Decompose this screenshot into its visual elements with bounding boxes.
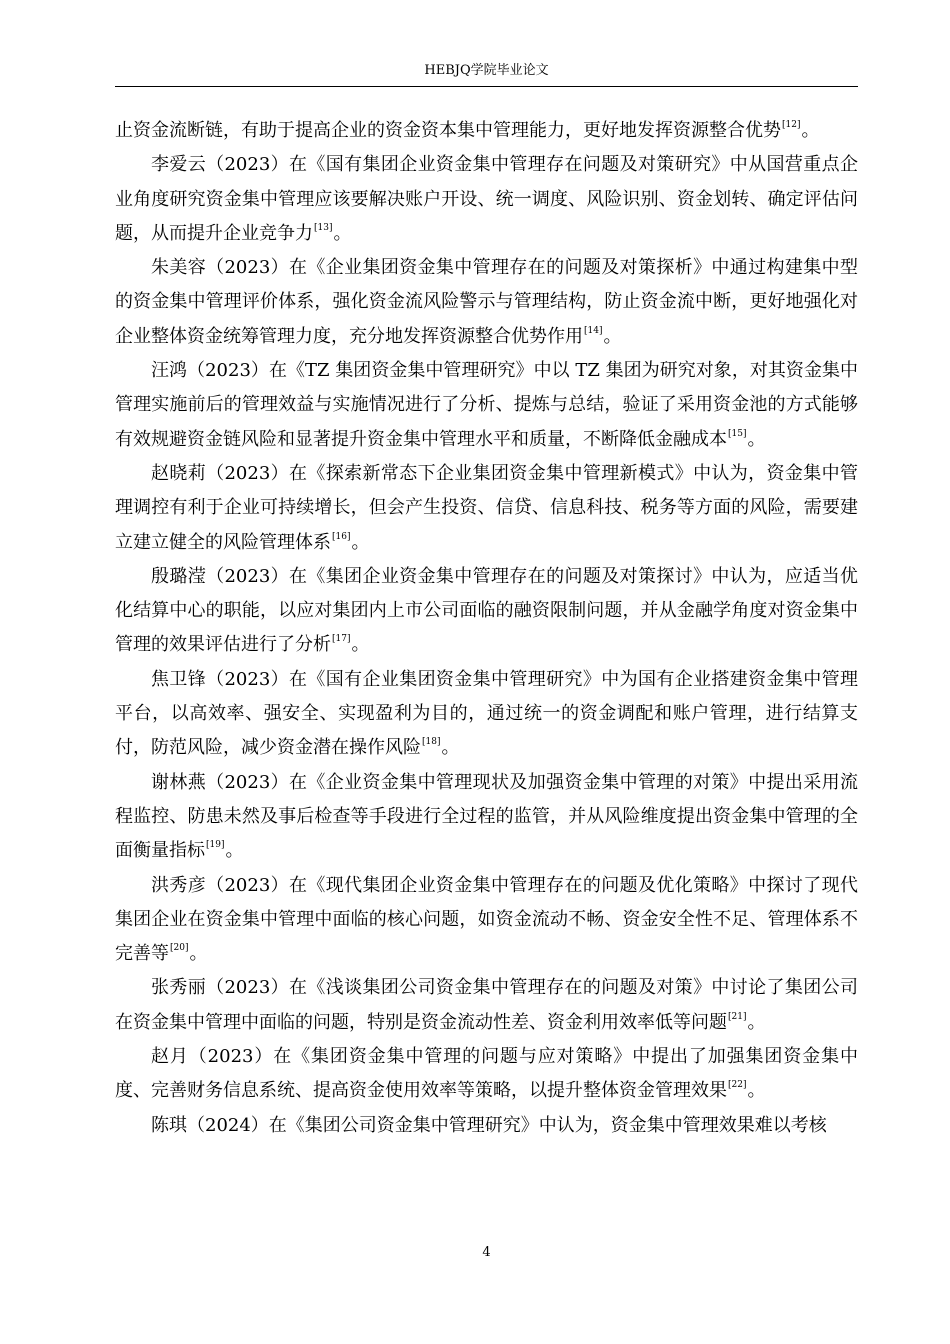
citation: [15] <box>728 428 747 439</box>
body-text <box>115 114 858 1143</box>
citation: [12] <box>782 120 801 130</box>
paragraph: 汪鸿（2023）在《TZ 集团资金集中管理研究》中以 TZ 集团为研究对象，对其资金集中管理实施前后的管理效益与实施情况进行了分析、提炼与总结，验证了采用资金池的方式能够有效规避资金链风险和显著提升资金集中管理水平和质量，不断降低金融成本[15]。 <box>115 360 858 450</box>
citation: [20] <box>170 943 189 954</box>
paragraph: 朱美容（2023）在《企业集团资金集中管理存在的问题及对策探析》中通过构建集中型的资金集中管理评价体系，强化资金流风险警示与管理结构，防止资金流中断，更好地强化对企业整体资金统筹管理力度，充分地发挥资源整合优势作用[14]。 <box>115 257 858 347</box>
paragraph: 张秀丽（2023）在《浅谈集团公司资金集中管理存在的问题及对策》中讨论了集团公司在资金集中管理中面临的问题，特别是资金流动性差、资金利用效率低等问题[21]。 <box>115 977 858 1033</box>
citation: [17] <box>332 634 351 645</box>
citation: [21] <box>728 1011 747 1022</box>
paragraph: 殷璐滢（2023）在《集团企业资金集中管理存在的问题及对策探讨》中认为，应适当优化结算中心的职能，以应对集团内上市公司面临的融资限制问题，并从金融学角度对资金集中管理的效果评估进行了分析[17]。 <box>115 565 858 656</box>
page-number: 4 <box>482 1245 491 1260</box>
citation: [18] <box>422 737 441 748</box>
paragraph: 谢林燕（2023）在《企业资金集中管理现状及加强资金集中管理的对策》中提出采用流程监控、防患未然及事后检查等手段进行全过程的监管，并从风险维度提出资金集中管理的全面衡量指标[19]。 <box>115 771 858 862</box>
paragraph: 赵月（2023）在《集团资金集中管理的问题与应对策略》中提出了加强集团资金集中度、完善财务信息系统、提高资金使用效率等策略，以提升整体资金管理效果[22]。 <box>115 1046 858 1102</box>
paragraph: 洪秀彦（2023）在《现代集团企业资金集中管理存在的问题及优化策略》中探讨了现代集团企业在资金集中管理中面临的核心问题，如资金流动不畅、资金安全性不足、管理体系不完善等[20]。 <box>115 874 858 965</box>
header-rule <box>115 86 858 87</box>
running-header: HEBJQ学院毕业论文 <box>424 63 549 78</box>
citation: [22] <box>728 1080 747 1091</box>
citation: [16] <box>332 531 351 542</box>
paragraph: 赵晓莉（2023）在《探索新常态下企业集团资金集中管理新模式》中认为，资金集中管理调控有利于企业可持续增长，但会产生投资、信贷、信息科技、税务等方面的风险，需要建立建立健全的风险管理体系[16]。 <box>115 462 858 553</box>
citation: [14] <box>584 325 603 336</box>
citation: [13] <box>314 222 333 233</box>
citation: [19] <box>206 840 225 851</box>
paragraph: 李爱云（2023）在《国有集团企业资金集中管理存在问题及对策研究》中从国营重点企业角度研究资金集中管理应该要解决账户开设、统一调度、风险识别、资金划转、确定评估问题，从而提升企业竞争力[13]。 <box>115 154 858 244</box>
paragraph: 焦卫锋（2023）在《国有企业集团资金集中管理研究》中为国有企业搭建资金集中管理平台，以高效率、强安全、实现盈利为目的，通过统一的资金调配和账户管理，进行结算支付，防范风险，减少资金潜在操作风险[18]。 <box>115 668 858 759</box>
paragraph-continuation: 止资金流断链，有助于提高企业的资金资本集中管理能力，更好地发挥资源整合优势[12]。 <box>115 120 820 141</box>
paragraph: 陈琪（2024）在《集团公司资金集中管理研究》中认为，资金集中管理效果难以考核 <box>151 1114 827 1136</box>
